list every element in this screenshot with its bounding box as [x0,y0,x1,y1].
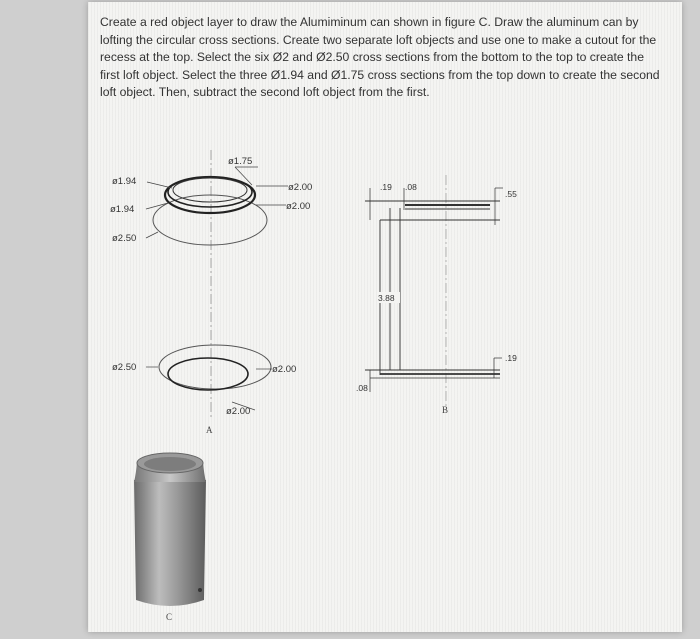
dim-019-bottom: .19 [505,353,517,363]
label-dia-200-b: ø2.00 [286,201,311,212]
leader [146,203,168,209]
caption-a: A [206,425,213,435]
label-dia-194-b: ø1.94 [110,204,135,215]
can-top-recess [144,457,196,471]
label-dia-175: ø1.75 [228,156,253,167]
figure-c-can [134,453,206,606]
leader [146,232,158,238]
label-dia-194-a: ø1.94 [112,176,137,187]
label-dia-200-c: ø2.00 [272,364,297,375]
dim-055: .55 [505,189,517,199]
top-ellipse-175 [173,178,247,202]
dim-388: 3.88 [378,293,395,303]
dim-008-top: .08 [405,182,417,192]
caption-b: B [442,405,449,415]
label-dia-200-d: ø2.00 [226,406,251,417]
can-mark [198,588,202,592]
dim-008-bottom: .08 [356,383,368,393]
label-dia-250-top: ø2.50 [112,233,137,244]
bottom-ellipse-250 [159,345,271,389]
can-body [134,480,206,606]
label-dia-250-bottom: ø2.50 [112,362,137,373]
leader [147,182,172,188]
instructions-text: Create a red object layer to draw the Alumiminum can shown in figure C. Draw the aluminum can by lofting the circular cross sections. Create two separate loft objects and use one to make a cutout for the recess at the top. Select the six Ø2 and Ø2.50 cross sections from the bottom to the top to create the first loft object. Select the three Ø1.94 and Ø1.75 cross sections from the top down to create the second loft object. Then, subtract the second loft object from the first. [100,15,660,100]
label-dia-200-a: ø2.00 [288,182,313,193]
bottom-ellipse-200 [168,358,248,390]
figure-a [110,150,312,435]
caption-c: C [166,612,173,622]
dim-019-top: .19 [380,182,392,192]
